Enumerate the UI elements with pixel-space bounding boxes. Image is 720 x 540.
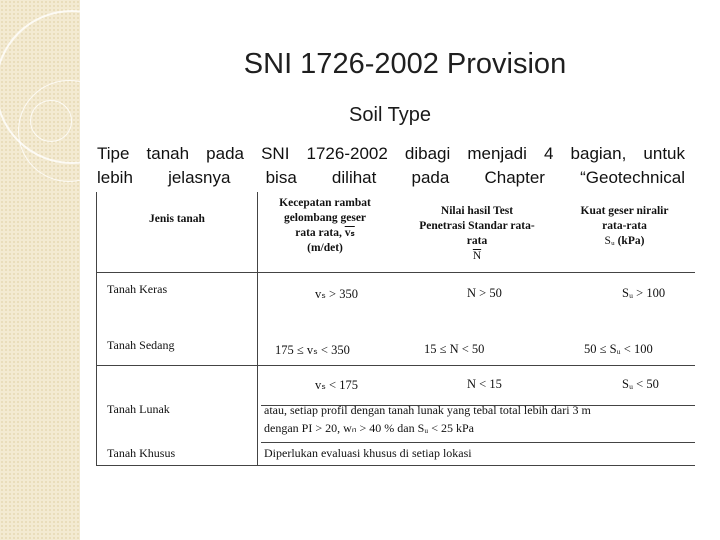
table-rule	[261, 442, 695, 443]
header-kuat-geser: Kuat geser niralir rata-rata Sᵤ (kPa)	[580, 205, 669, 247]
header-jenis-tanah: Jenis tanah	[149, 213, 205, 225]
decorative-side-band	[0, 0, 81, 540]
row-su-sedang: 50 ≤ Sᵤ < 100	[584, 342, 653, 356]
row-n-sedang: 15 ≤ N < 50	[424, 342, 485, 356]
row-vs-sedang: 175 ≤ vₛ < 350	[275, 343, 350, 357]
table-rule	[97, 272, 695, 273]
table-rule	[257, 192, 258, 465]
table-rule	[97, 365, 695, 366]
paragraph-line-1: Tipe tanah pada SNI 1726-2002 dibagi menjadi 4 bagian, untuk	[97, 144, 685, 163]
slide-paragraph	[97, 142, 685, 190]
row-name-keras: Tanah Keras	[107, 282, 168, 296]
row-n-keras: N > 50	[467, 286, 502, 300]
row-su-keras: Sᵤ > 100	[622, 286, 666, 300]
khusus-note: Diperlukan evaluasi khusus di setiap lokasi	[264, 446, 472, 460]
header-nilai-test: Nilai hasil Test Penetrasi Standar rata- rata $\overline{N}$	[419, 205, 535, 262]
row-name-lunak: Tanah Lunak	[107, 402, 170, 416]
lunak-note-1: atau, setiap profil dengan tanah lunak yang tebal total lebih dari 3 m	[264, 403, 591, 417]
row-su-lunak: Sᵤ < 50	[622, 377, 659, 391]
lunak-note-2: dengan PI > 20, wₙ > 40 % dan Sᵤ < 25 kPa	[264, 421, 474, 435]
row-n-lunak: N < 15	[467, 377, 502, 391]
row-vs-lunak: vₛ < 175	[315, 378, 358, 392]
soil-type-table	[96, 192, 695, 466]
paragraph-line-2: lebih jelasnya bisa dilihat pada Chapter “Geotechnical	[97, 168, 685, 187]
row-name-sedang: Tanah Sedang	[107, 338, 175, 352]
slide-title: SNI 1726-2002 Provision	[243, 48, 567, 80]
row-name-khusus: Tanah Khusus	[107, 446, 176, 460]
decorative-ring	[30, 100, 72, 142]
header-kecepatan: Kecepatan rambat gelombang geser rata rata, $\overline{v_s}$ (m/det)	[279, 197, 371, 254]
row-vs-keras: vₛ > 350	[315, 287, 358, 301]
slide-subtitle: Soil Type	[349, 104, 431, 126]
